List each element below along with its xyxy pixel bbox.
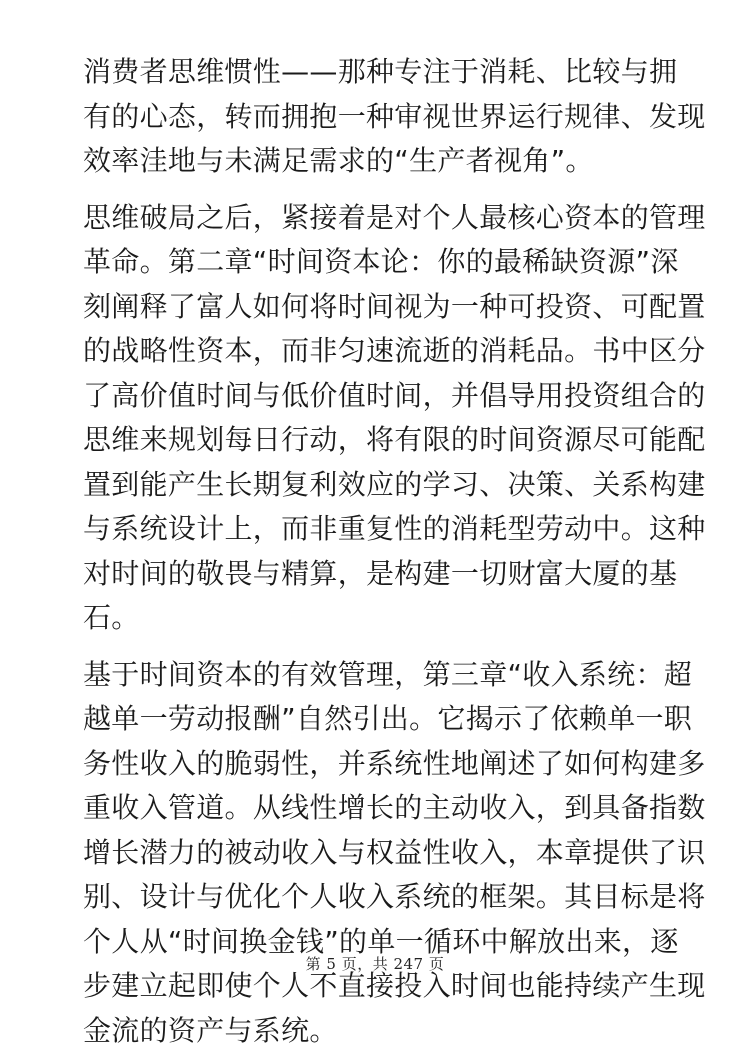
text-line: 越单一劳动报酬”自然引出。它揭示了依赖单一职 [83,697,673,742]
text-line: 重收入管道。从线性增长的主动收入，到具备指数 [83,786,673,831]
text-line: 金流的资产与系统。 [83,1009,673,1053]
text-line: 与系统设计上，而非重复性的消耗型劳动中。这种 [83,507,673,552]
text-line: 个人从“时间换金钱”的单一循环中解放出来，逐 [83,920,673,965]
text-line: 的战略性资本，而非匀速流逝的消耗品。书中区分 [83,329,673,374]
paragraph-1 [83,50,673,184]
paragraph-spacer [83,641,673,653]
text-line: 消费者思维惯性——那种专注于消耗、比较与拥 [83,50,673,95]
text-line: 思维来规划每日行动，将有限的时间资源尽可能配 [83,418,673,463]
text-line: 思维破局之后，紧接着是对个人最核心资本的管理 [83,196,673,241]
text-line: 革命。第二章“时间资本论：你的最稀缺资源”深 [83,240,673,285]
text-line: 增长潜力的被动收入与权益性收入，本章提供了识 [83,831,673,876]
text-line: 石。 [83,596,673,641]
text-line: 了高价值时间与低价值时间，并倡导用投资组合的 [83,374,673,419]
page-number-footer: 第 5 页，共 247 页 [0,953,750,974]
text-line: 效率洼地与未满足需求的“生产者视角”。 [83,139,673,184]
text-line: 对时间的敬畏与精算，是构建一切财富大厦的基 [83,552,673,597]
text-line: 步建立起即使个人不直接投入时间也能持续产生现 [83,964,673,1009]
paragraph-2 [83,196,673,641]
paragraph-3 [83,653,673,1053]
body-text [83,50,673,1053]
text-line: 基于时间资本的有效管理，第三章“收入系统：超 [83,653,673,698]
text-line: 别、设计与优化个人收入系统的框架。其目标是将 [83,875,673,920]
text-line: 务性收入的脆弱性，并系统性地阐述了如何构建多 [83,742,673,787]
paragraph-spacer [83,184,673,196]
text-line: 置到能产生长期复利效应的学习、决策、关系构建 [83,463,673,508]
text-line: 刻阐释了富人如何将时间视为一种可投资、可配置 [83,285,673,330]
text-line: 有的心态，转而拥抱一种审视世界运行规律、发现 [83,95,673,140]
